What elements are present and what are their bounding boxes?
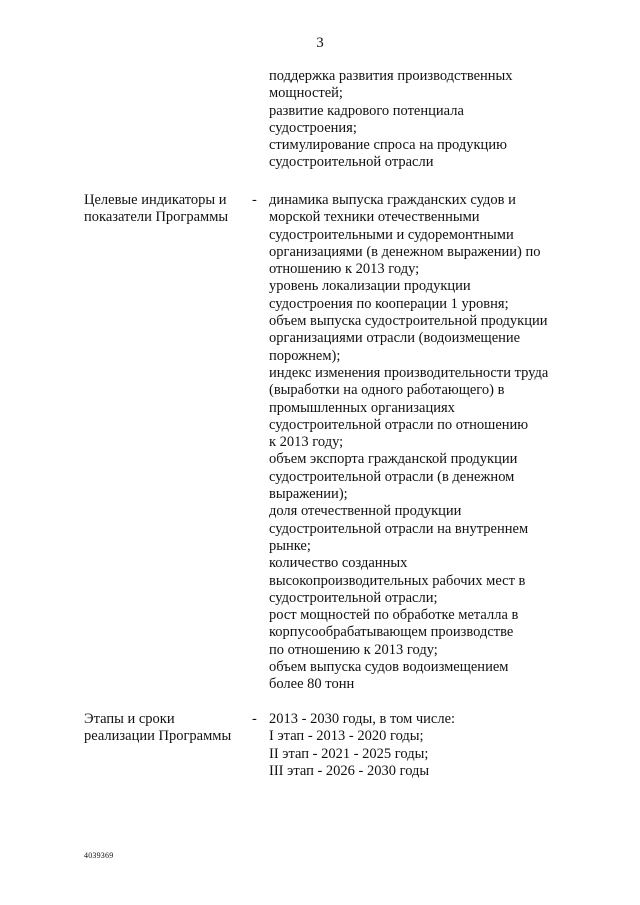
text-line: судостроительными и судоремонтными <box>269 226 514 243</box>
text-line: II этап - 2021 - 2025 годы; <box>269 745 429 762</box>
text-line: поддержка развития производственных <box>269 68 513 84</box>
text-line: к 2013 году; <box>269 434 344 451</box>
text-line: рост мощностей по обработке металла в <box>269 607 519 624</box>
text-line: выражении); <box>269 486 348 503</box>
indicators-label <box>84 192 244 227</box>
text-line: уровень локализации продукции <box>269 278 471 295</box>
page-number: 3 <box>316 35 324 51</box>
text-line: судостроительной отрасли по отношению <box>269 416 529 433</box>
text-line: судостроения; <box>269 119 357 136</box>
text-line: доля отечественной продукции <box>269 503 462 520</box>
text-line: I этап - 2013 - 2020 годы; <box>269 728 424 745</box>
goals-continuation-text <box>269 68 589 172</box>
text-line: судостроительной отрасли на внутреннем <box>269 520 529 537</box>
text-line: 2013 - 2030 годы, в том числе: <box>269 711 456 727</box>
text-line: количество созданных <box>269 555 408 572</box>
text-line: порожнем); <box>269 347 341 364</box>
text-line: развитие кадрового потенциала <box>269 102 464 119</box>
text-line: высокопроизводительных рабочих мест в <box>269 572 526 589</box>
text-line: динамика выпуска гражданских судов и <box>269 192 516 208</box>
text-line: мощностей; <box>269 85 343 102</box>
text-line: организациями отрасли (водоизмещение <box>269 330 521 347</box>
label-line: реализации Программы <box>84 728 232 745</box>
text-line: более 80 тонн <box>269 676 355 693</box>
text-line: объем выпуска судов водоизмещением <box>269 659 509 676</box>
label-line: Целевые индикаторы и <box>84 192 227 208</box>
label-line: показатели Программы <box>84 209 229 226</box>
text-line: объем выпуска судостроительной продукции <box>269 313 548 330</box>
text-line: судостроительной отрасли <box>269 154 434 171</box>
text-line: III этап - 2026 - 2030 годы <box>269 762 430 779</box>
text-line: отношению к 2013 году; <box>269 261 420 278</box>
text-line: объем экспорта гражданской продукции <box>269 451 518 468</box>
text-line: по отношению к 2013 году; <box>269 641 438 658</box>
text-line: судостроительной отрасли (в денежном <box>269 468 515 485</box>
text-line: судостроительной отрасли; <box>269 589 438 606</box>
text-line: корпусообрабатывающем производстве <box>269 624 514 641</box>
indicators-text <box>269 192 589 694</box>
stages-text <box>269 711 589 780</box>
text-line: стимулирование спроса на продукцию <box>269 137 507 154</box>
stages-label <box>84 711 244 746</box>
stages-dash: - <box>252 711 257 727</box>
text-line: рынке; <box>269 537 311 554</box>
indicators-dash: - <box>252 192 257 208</box>
text-line: (выработки на одного работающего) в <box>269 382 505 399</box>
text-line: организациями (в денежном выражении) по <box>269 243 541 260</box>
text-line: индекс изменения производительности труда <box>269 364 549 381</box>
text-line: промышленных организациях <box>269 399 455 416</box>
text-line: морской техники отечественными <box>269 209 480 226</box>
label-line: Этапы и сроки <box>84 711 175 727</box>
document-id: 4039369 <box>84 851 114 860</box>
text-line: судостроения по кооперации 1 уровня; <box>269 295 509 312</box>
